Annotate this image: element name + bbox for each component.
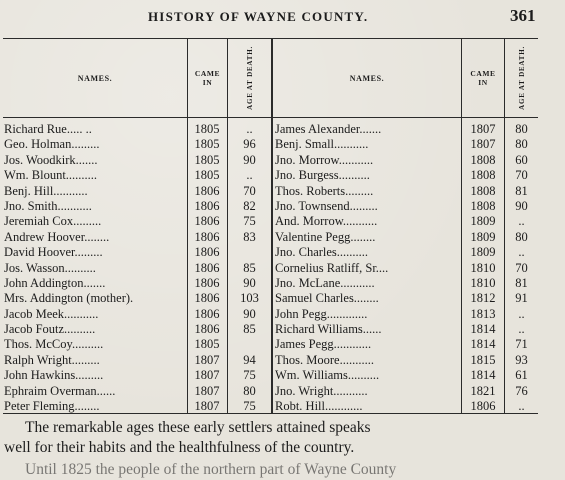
header-names-right: NAMES.	[349, 73, 385, 83]
right-came-in-year-cell: 1807	[470, 137, 496, 152]
table-row	[3, 137, 538, 152]
right-came-in-year-cell: 1808	[470, 198, 496, 213]
right-age-at-death-cell: ..	[518, 214, 525, 229]
left-age-at-death-cell: 75	[243, 368, 256, 383]
left-settler-name-cell: Ralph Wright.........	[4, 352, 100, 367]
left-age-at-death-cell: 80	[243, 383, 256, 398]
right-age-at-death-cell: ..	[518, 245, 525, 260]
header-came-line2: IN	[478, 78, 488, 87]
left-came-in-year-cell: 1807	[194, 368, 220, 383]
right-settler-name-cell: Jno. Wright...........	[275, 383, 368, 398]
left-settler-name-cell: Geo. Holman.........	[4, 137, 100, 152]
right-came-in-year-cell: 1808	[470, 183, 496, 198]
right-age-at-death-cell: ..	[518, 306, 525, 321]
left-came-in-year-cell: 1806	[194, 291, 220, 306]
left-settler-name-cell: Peter Fleming........	[4, 399, 100, 414]
left-settler-name-cell: Thos. McCoy..........	[4, 337, 104, 352]
table-row	[3, 353, 538, 368]
left-settler-name-cell: John Addington.......	[4, 275, 106, 290]
left-age-at-death-cell: ..	[246, 122, 253, 136]
left-age-at-death-cell: 90	[243, 152, 256, 167]
right-came-in-year-cell: 1813	[470, 306, 496, 321]
left-age-at-death-cell: 83	[243, 229, 256, 244]
right-came-in-year-cell: 1808	[470, 168, 496, 183]
left-came-in-year-cell: 1806	[194, 306, 220, 321]
left-came-in-year-cell: 1806	[194, 275, 220, 290]
left-settler-name-cell: Mrs. Addington (mother).	[4, 291, 134, 306]
right-settler-name-cell: Robt. Hill............	[275, 399, 363, 414]
left-came-in-year-cell: 1806	[194, 245, 220, 260]
left-came-in-year-cell: 1805	[194, 152, 220, 167]
right-age-at-death-cell: 76	[515, 383, 528, 398]
right-came-in-year-cell: 1809	[470, 229, 496, 244]
left-age-at-death-cell: 96	[243, 137, 256, 152]
table-row	[3, 168, 538, 183]
right-age-at-death-cell: 71	[515, 337, 528, 352]
right-settler-name-cell: Benj. Small...........	[275, 137, 369, 152]
body-text-line: Until 1825 the people of the northern part of Wayne County	[25, 461, 397, 478]
right-settler-name-cell: Thos. Moore...........	[275, 352, 374, 367]
left-age-at-death-cell: 82	[243, 198, 256, 213]
table-row	[3, 337, 538, 352]
left-age-at-death-cell: 94	[243, 352, 256, 367]
right-settler-name-cell: Jno. Morrow...........	[275, 152, 374, 167]
right-came-in-year-cell: 1812	[470, 291, 496, 306]
right-settler-name-cell: James Pegg............	[275, 337, 372, 352]
table-row	[3, 368, 538, 383]
body-text-line: The remarkable ages these early settlers attained speaks	[25, 419, 371, 436]
right-settler-name-cell: Jno. Burgess..........	[275, 168, 370, 183]
left-settler-name-cell: Jos. Wasson..........	[4, 260, 96, 275]
left-came-in-year-cell: 1807	[194, 352, 220, 367]
right-age-at-death-cell: ..	[518, 322, 525, 337]
table-row	[3, 322, 538, 337]
left-settler-name-cell: Ephraim Overman......	[4, 383, 116, 398]
header-age-left	[228, 39, 271, 117]
right-came-in-year-cell: 1810	[470, 275, 496, 290]
right-came-in-year-cell: 1807	[470, 122, 496, 136]
left-came-in-year-cell: 1805	[194, 122, 220, 136]
left-came-in-year-cell: 1806	[194, 183, 220, 198]
header-came-in-right	[462, 39, 504, 117]
left-settler-name-cell: Jos. Woodkirk.......	[4, 152, 98, 167]
right-age-at-death-cell: 93	[515, 352, 528, 367]
header-came-line2: IN	[202, 78, 213, 87]
header-came-line1: CAME	[470, 69, 496, 78]
header-age-text: AGE AT DEATH.	[517, 46, 526, 110]
left-settler-name-cell: Jno. Smith...........	[4, 198, 92, 213]
table-row	[3, 230, 538, 245]
right-settler-name-cell: Jno. Charles..........	[275, 245, 369, 260]
right-settler-name-cell: And. Morrow...........	[275, 214, 378, 229]
left-came-in-year-cell: 1806	[194, 198, 220, 213]
left-came-in-year-cell: 1805	[194, 168, 220, 183]
right-came-in-year-cell: 1809	[470, 214, 496, 229]
left-age-at-death-cell: 90	[243, 275, 256, 290]
left-settler-name-cell: Benj. Hill...........	[4, 183, 88, 198]
table-row	[3, 384, 538, 399]
right-age-at-death-cell: 81	[515, 275, 528, 290]
left-age-at-death-cell: 70	[243, 183, 256, 198]
left-age-at-death-cell: 103	[240, 291, 259, 306]
right-age-at-death-cell: ..	[518, 399, 525, 414]
right-came-in-year-cell: 1814	[470, 368, 496, 383]
right-came-in-year-cell: 1821	[470, 383, 496, 398]
left-came-in-year-cell: 1806	[194, 229, 220, 244]
settlers-table	[3, 38, 538, 414]
left-came-in-year-cell: 1807	[194, 383, 220, 398]
right-age-at-death-cell: 80	[515, 122, 528, 136]
right-age-at-death-cell: 81	[515, 183, 528, 198]
page-number: 361	[510, 6, 536, 25]
right-age-at-death-cell: 61	[515, 368, 528, 383]
table-row	[3, 122, 538, 137]
right-age-at-death-cell: 80	[515, 137, 528, 152]
table-row	[3, 153, 538, 168]
right-came-in-year-cell: 1815	[470, 352, 496, 367]
table-body	[3, 122, 538, 414]
right-settler-name-cell: Samuel Charles........	[275, 291, 379, 306]
left-age-at-death-cell: 75	[243, 214, 256, 229]
left-settler-name-cell: Jacob Foutz..........	[4, 322, 96, 337]
right-age-at-death-cell: 90	[515, 198, 528, 213]
table-row	[3, 307, 538, 322]
header-names-left: NAMES.	[77, 73, 113, 83]
right-settler-name-cell: Valentine Pegg........	[275, 229, 376, 244]
header-rule	[3, 117, 538, 118]
left-settler-name-cell: David Hoover.........	[4, 245, 103, 260]
right-age-at-death-cell: 80	[515, 229, 528, 244]
left-came-in-year-cell: 1806	[194, 260, 220, 275]
right-age-at-death-cell: 91	[515, 291, 528, 306]
left-age-at-death-cell: 75	[243, 399, 256, 414]
right-age-at-death-cell: 60	[515, 152, 528, 167]
left-age-at-death-cell: ..	[246, 168, 253, 183]
right-settler-name-cell: Cornelius Ratliff, Sr....	[275, 260, 389, 275]
right-settler-name-cell: James Alexander.......	[275, 122, 382, 136]
right-settler-name-cell: Wm. Williams..........	[275, 368, 380, 383]
right-came-in-year-cell: 1808	[470, 152, 496, 167]
table-row	[3, 214, 538, 229]
right-came-in-year-cell: 1806	[470, 399, 496, 414]
right-came-in-year-cell: 1814	[470, 337, 496, 352]
right-settler-name-cell: Jno. Townsend.........	[275, 198, 378, 213]
left-came-in-year-cell: 1805	[194, 337, 220, 352]
table-row	[3, 184, 538, 199]
right-settler-name-cell: Richard Williams......	[275, 322, 382, 337]
right-settler-name-cell: Jno. McLane...........	[275, 275, 375, 290]
table-row	[3, 199, 538, 214]
left-settler-name-cell: Wm. Blount..........	[4, 168, 98, 183]
table-row	[3, 261, 538, 276]
left-came-in-year-cell: 1805	[194, 137, 220, 152]
header-age-text: AGE AT DEATH.	[245, 46, 254, 110]
right-settler-name-cell: Thos. Roberts.........	[275, 183, 374, 198]
left-age-at-death-cell: 85	[243, 260, 256, 275]
right-came-in-year-cell: 1814	[470, 322, 496, 337]
left-age-at-death-cell: 90	[243, 306, 256, 321]
body-text-line: well for their habits and the healthfulness of the country.	[4, 439, 355, 456]
running-head-title: HISTORY OF WAYNE COUNTY.	[148, 9, 369, 24]
table-row	[3, 276, 538, 291]
left-came-in-year-cell: 1807	[194, 399, 220, 414]
left-settler-name-cell: Richard Rue..... ..	[4, 122, 92, 136]
table-row	[3, 399, 538, 414]
running-head	[0, 6, 565, 28]
left-settler-name-cell: Andrew Hoover........	[4, 229, 110, 244]
right-came-in-year-cell: 1809	[470, 245, 496, 260]
left-age-at-death-cell: 85	[243, 322, 256, 337]
left-settler-name-cell: Jacob Meek...........	[4, 306, 99, 321]
right-age-at-death-cell: 70	[515, 260, 528, 275]
left-came-in-year-cell: 1806	[194, 214, 220, 229]
left-came-in-year-cell: 1806	[194, 322, 220, 337]
header-age-right	[505, 39, 538, 117]
header-came-line1: CAME	[194, 69, 221, 78]
left-settler-name-cell: Jeremiah Cox.........	[4, 214, 102, 229]
table-row	[3, 291, 538, 306]
right-age-at-death-cell: 70	[515, 168, 528, 183]
right-came-in-year-cell: 1810	[470, 260, 496, 275]
header-came-in-left	[188, 39, 227, 117]
right-settler-name-cell: John Pegg.............	[275, 306, 368, 321]
table-row	[3, 245, 538, 260]
left-settler-name-cell: John Hawkins.........	[4, 368, 104, 383]
